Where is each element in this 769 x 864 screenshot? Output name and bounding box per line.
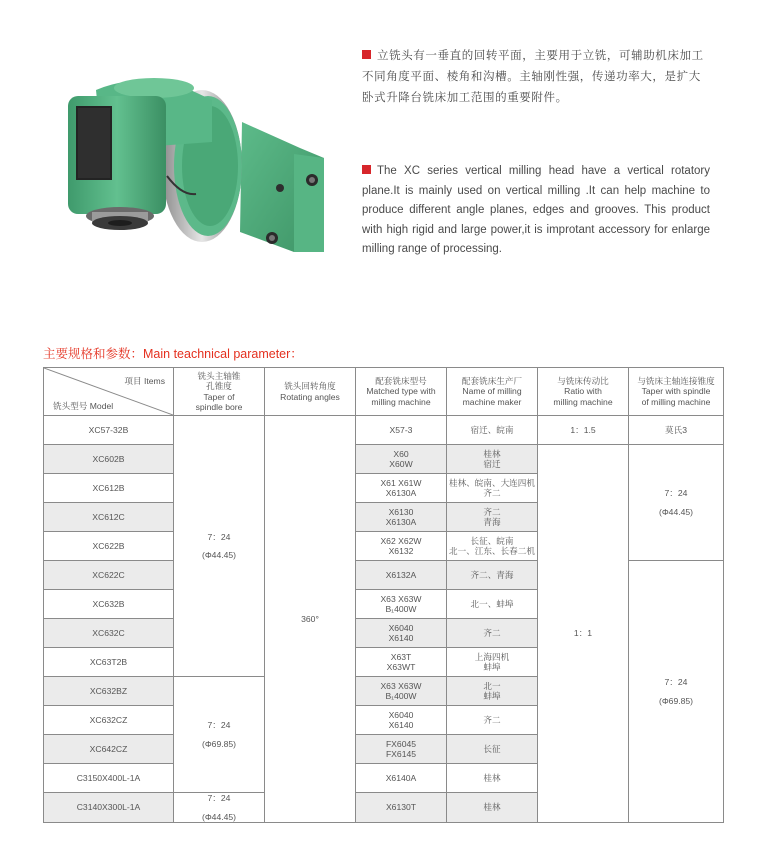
cell-model: XC622C <box>44 561 174 590</box>
cell-model: XC642CZ <box>44 735 174 764</box>
spindle-taper-text: 莫氏3 <box>665 424 687 435</box>
matched-line: B₁400W <box>385 604 417 614</box>
header-maker-en1: Name of milling <box>462 386 522 397</box>
maker-line: 蚌埠 <box>483 691 501 701</box>
header-spindle-taper-en1: Taper with spindle <box>641 386 711 397</box>
taper-diameter: (Φ44.45) <box>201 811 237 822</box>
cell-maker <box>447 416 538 445</box>
table-row <box>44 416 724 445</box>
header-taper <box>174 368 265 416</box>
header-matched <box>356 368 447 416</box>
cell-ratio: 1：1.5 <box>538 416 629 445</box>
spec-table-header <box>44 368 724 416</box>
cell-spindle-taper <box>629 561 724 823</box>
cell-model: XC632C <box>44 619 174 648</box>
maker-line: 桂林 <box>483 802 501 813</box>
cell-model: C3150X400L-1A <box>44 764 174 793</box>
header-matched-cn: 配套铣床型号 <box>375 375 427 386</box>
spec-table-body <box>44 416 724 823</box>
header-ratio <box>538 368 629 416</box>
cell-taper <box>174 416 265 677</box>
cell-spindle-taper <box>629 445 724 561</box>
cell-maker <box>447 706 538 735</box>
matched-line: X63 X63W <box>380 680 422 691</box>
matched-line: X61 X61W <box>380 477 422 488</box>
taper-ratio: 7：24 <box>207 793 231 803</box>
header-taper-en2: spindle bore <box>195 402 243 412</box>
maker-line: 桂林 <box>483 772 501 783</box>
taper-diameter: (Φ69.85) <box>201 738 237 749</box>
header-rotating <box>265 368 356 416</box>
table-row <box>44 445 724 474</box>
matched-line: X63T <box>390 651 412 662</box>
cell-maker <box>447 445 538 474</box>
cell-model: C3140X300L-1A <box>44 793 174 823</box>
matched-line: B₁400W <box>385 691 417 701</box>
taper-ratio: 7：24 <box>664 677 688 687</box>
maker-line: 北一、江东、长春二机 <box>449 546 535 556</box>
matched-line: X6140 <box>388 720 414 730</box>
cell-matched <box>356 561 447 590</box>
section-title: 主要规格和参数：Main teachnical parameter： <box>43 347 303 361</box>
cell-rotating-angle: 360° <box>265 416 356 823</box>
cell-taper <box>174 793 265 823</box>
header-spindle-taper <box>629 368 724 416</box>
matched-line: X60 <box>393 448 409 459</box>
maker-line: 宿迁、皖南 <box>470 424 514 435</box>
cell-maker <box>447 561 538 590</box>
matched-line: X62 X62W <box>380 535 422 546</box>
cell-model: XC622B <box>44 532 174 561</box>
red-square-icon <box>362 165 371 174</box>
matched-line: X6130A <box>385 517 417 527</box>
matched-line: X63WT <box>386 662 416 672</box>
header-rotating-cn: 铣头回转角度 <box>284 381 336 391</box>
maker-line: 蚌埠 <box>483 662 501 672</box>
cell-matched <box>356 619 447 648</box>
cell-ratio: 1：1 <box>538 445 629 823</box>
maker-line: 北一、蚌埠 <box>470 598 514 609</box>
header-maker <box>447 368 538 416</box>
maker-line: 桂林 <box>483 448 501 459</box>
taper-diameter: (Φ69.85) <box>658 695 694 706</box>
maker-line: 桂林、皖南、大连四机 <box>449 477 535 488</box>
cell-model: XC632BZ <box>44 677 174 706</box>
maker-line: 青海 <box>483 517 501 527</box>
cell-model: XC612B <box>44 474 174 503</box>
matched-line: FX6045 <box>385 738 417 749</box>
cell-matched <box>356 706 447 735</box>
cell-matched <box>356 677 447 706</box>
header-matched-en1: Matched type with <box>366 386 436 397</box>
cell-maker <box>447 735 538 764</box>
cell-matched <box>356 764 447 793</box>
header-maker-en2: machine maker <box>462 396 522 407</box>
description-cn-text: 立铣头有一垂直的回转平面，主要用于立铣，可辅助机床加工不同角度平面、棱角和沟槽。主轴刚性强，传递功率大，是扩大卧式升降台铣床加工范围的重要附件。 <box>362 50 704 104</box>
header-spindle-taper-en2: of milling machine <box>641 396 711 407</box>
spec-table <box>43 367 724 823</box>
cell-model: XC57-32B <box>44 416 174 445</box>
cell-maker <box>447 590 538 619</box>
cell-matched <box>356 590 447 619</box>
maker-line: 齐二 <box>483 506 501 517</box>
matched-line: FX6145 <box>385 749 417 759</box>
maker-line: 宿迁 <box>483 459 501 469</box>
cell-matched <box>356 648 447 677</box>
description-cn <box>362 46 710 109</box>
cell-spindle-taper <box>629 416 724 445</box>
description-en-text: The XC series vertical milling head have a vertical rotatory plane.It is mainly used on vertical milling .It can help machine to produce different angle planes, edges and grooves. This product with high rigid and large power,it is improtant accessory for enlarge milling range of processing. <box>362 165 710 256</box>
cell-maker <box>447 532 538 561</box>
matched-line: X6132A <box>385 569 417 580</box>
cell-taper <box>174 677 265 793</box>
header-taper-cn: 铣头主轴锥孔锥度 <box>197 370 241 391</box>
header-rotating-en: Rotating angles <box>280 391 340 402</box>
cell-matched <box>356 503 447 532</box>
cell-matched <box>356 793 447 823</box>
header-items-label: 项目 Items <box>124 376 165 386</box>
taper-diameter: (Φ44.45) <box>201 550 237 560</box>
header-taper-en1: Taper of <box>203 391 235 402</box>
maker-line: 齐二 <box>483 714 501 725</box>
maker-line: 长征、皖南 <box>470 535 514 546</box>
matched-line: X6040 <box>388 622 414 633</box>
spacer <box>630 499 722 507</box>
cell-model: XC612C <box>44 503 174 532</box>
maker-line: 齐二 <box>483 488 501 498</box>
matched-line: X60W <box>389 459 413 469</box>
cell-maker <box>447 648 538 677</box>
cell-maker <box>447 503 538 532</box>
maker-line: 齐二 <box>483 627 501 638</box>
milling-head-photo <box>62 66 324 252</box>
cell-model: XC63T2B <box>44 648 174 677</box>
spacer <box>175 542 263 550</box>
matched-line: X57-3 <box>389 424 413 435</box>
taper-ratio: 7：24 <box>207 531 231 542</box>
matched-line: X6130 <box>388 506 414 517</box>
header-ratio-en1: Ratio with <box>564 386 602 397</box>
matched-line: X6040 <box>388 709 414 720</box>
cell-matched <box>356 735 447 764</box>
header-matched-en2: milling machine <box>371 396 431 407</box>
matched-line: X6140A <box>385 772 417 783</box>
matched-line: X6132 <box>388 546 414 556</box>
cell-maker <box>447 474 538 503</box>
matched-line: X63 X63W <box>380 593 422 604</box>
header-ratio-cn: 与铣床传动比 <box>557 375 609 386</box>
header-spindle-taper-cn: 与铣床主轴连接锥度 <box>637 375 715 386</box>
matched-line: X6130T <box>385 802 417 813</box>
cell-matched <box>356 474 447 503</box>
description-en <box>362 162 710 260</box>
maker-line: 上海四机 <box>474 651 510 662</box>
spacer <box>630 688 722 696</box>
cell-maker <box>447 793 538 823</box>
cell-model: XC602B <box>44 445 174 474</box>
matched-line: X6130A <box>385 488 417 498</box>
cell-model: XC632CZ <box>44 706 174 735</box>
header-model-label: 铣头型号 Model <box>53 400 114 411</box>
spacer <box>175 804 263 812</box>
taper-diameter: (Φ44.45) <box>658 506 694 517</box>
cell-maker <box>447 764 538 793</box>
maker-line: 长征 <box>483 743 501 754</box>
taper-ratio: 7：24 <box>207 720 231 730</box>
header-items-model <box>44 368 174 416</box>
cell-matched <box>356 532 447 561</box>
matched-line: X6140 <box>388 633 414 643</box>
header-ratio-en2: milling machine <box>553 396 613 407</box>
cell-maker <box>447 677 538 706</box>
header-maker-cn: 配套铣床生产厂 <box>461 375 523 386</box>
cell-matched <box>356 416 447 445</box>
cell-model: XC632B <box>44 590 174 619</box>
maker-line: 北一 <box>483 680 501 691</box>
cell-matched <box>356 445 447 474</box>
taper-ratio: 7：24 <box>664 488 688 498</box>
maker-line: 齐二、青海 <box>470 569 514 580</box>
cell-maker <box>447 619 538 648</box>
red-square-icon <box>362 50 371 59</box>
spacer <box>175 731 263 739</box>
